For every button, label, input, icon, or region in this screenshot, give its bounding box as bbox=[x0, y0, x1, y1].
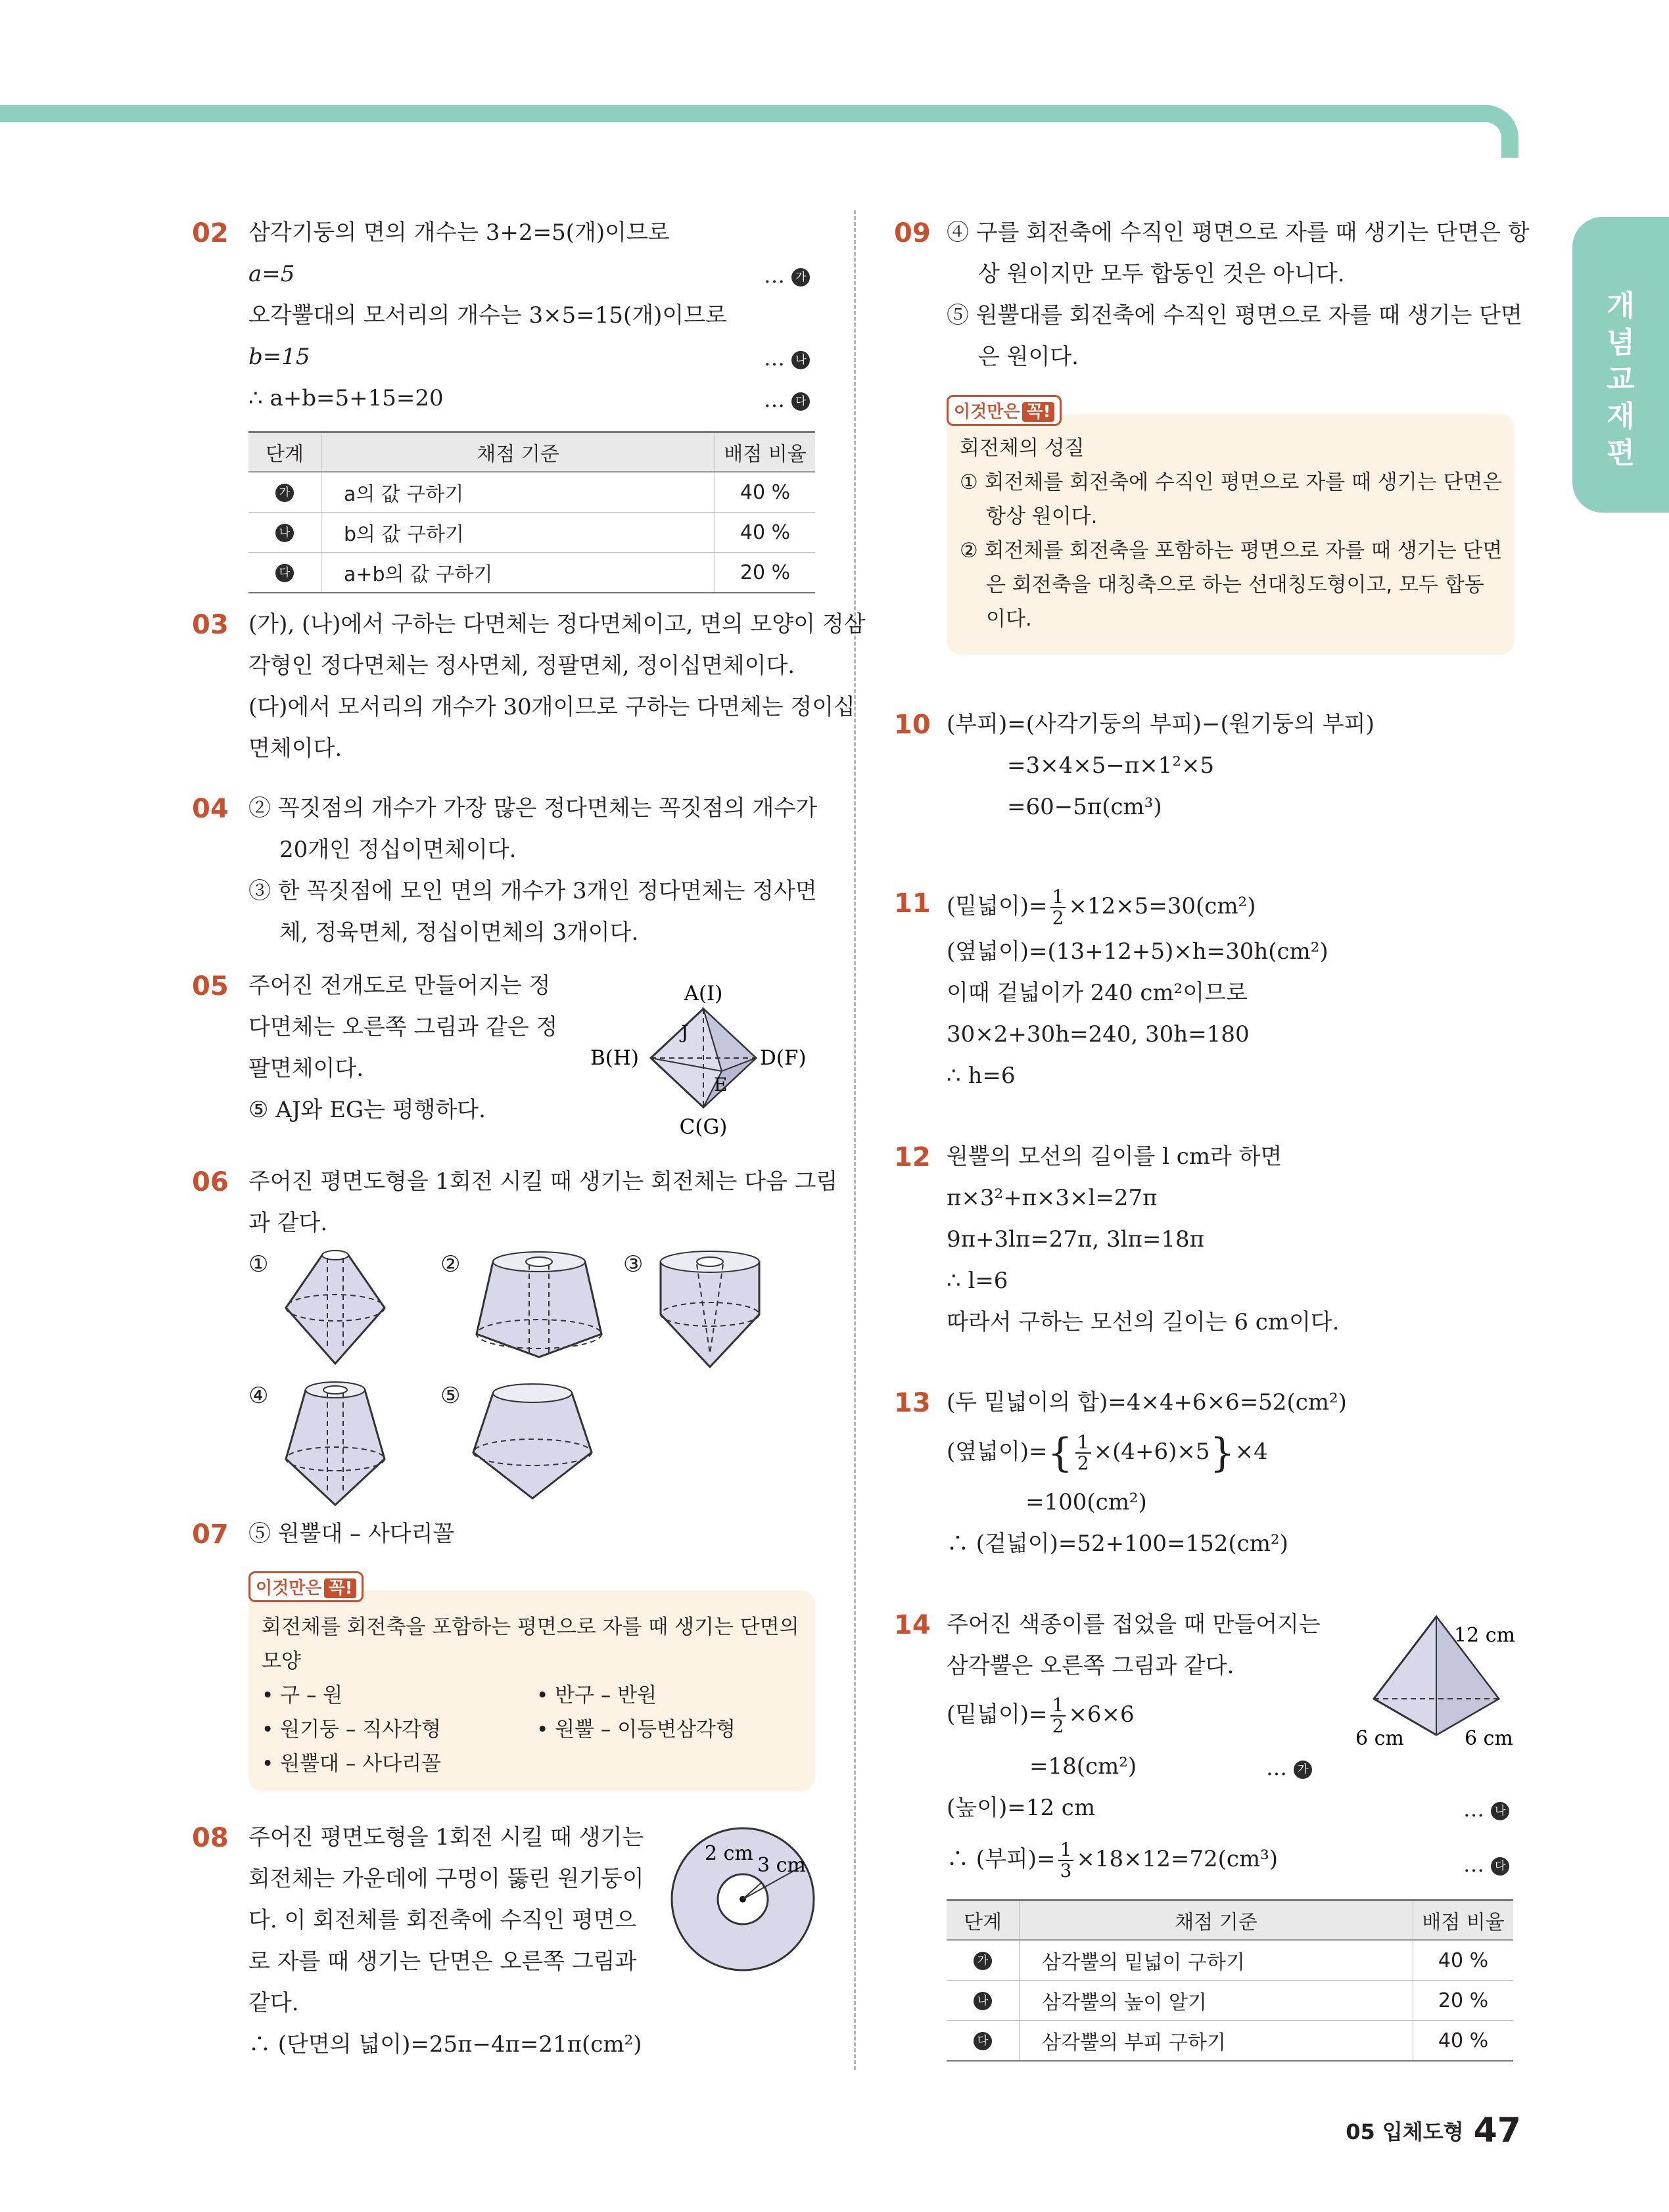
vertex-label: B(H) bbox=[590, 1046, 640, 1070]
brace-open: { bbox=[1047, 1430, 1073, 1476]
text-line: 면체이다. bbox=[248, 735, 342, 762]
dimension-label: 2 cm bbox=[705, 1842, 753, 1865]
math-text: ×(4+6)×5 bbox=[1093, 1439, 1210, 1465]
brace-close: } bbox=[1210, 1430, 1235, 1476]
step-badge: 나 bbox=[974, 1992, 992, 2010]
side-section-tab bbox=[1572, 217, 1669, 513]
table-cell: 40 % bbox=[1413, 1940, 1514, 1981]
fraction-denominator: 2 bbox=[1077, 1452, 1089, 1474]
text-line: ∴ a+b=5+15=20 bbox=[248, 385, 444, 411]
math-line bbox=[947, 887, 1256, 928]
math-line bbox=[947, 1430, 1268, 1476]
step-badge: 다 bbox=[275, 564, 294, 582]
table-cell: 40 % bbox=[715, 513, 816, 553]
text-line: (두 밑넓이의 합)=4×4+6×6=52(cm²) bbox=[947, 1389, 1347, 1416]
problem-number: 12 bbox=[894, 1142, 931, 1172]
problem-number: 09 bbox=[894, 218, 931, 248]
text-line: =18(cm²) bbox=[1029, 1753, 1137, 1780]
tip-text: 회전체를 회전축을 포함하는 평면으로 자를 때 생기는 단면의 bbox=[262, 1615, 799, 1639]
scoring-table bbox=[248, 431, 815, 593]
table-cell: 20 % bbox=[715, 553, 816, 593]
text-line: 은 원이다. bbox=[978, 344, 1079, 370]
step-mark: … 가 bbox=[1266, 1755, 1312, 1780]
problem-number: 03 bbox=[192, 610, 229, 640]
vertex-label: E bbox=[714, 1074, 728, 1095]
math-text: (옆넓이)= bbox=[947, 1439, 1048, 1465]
text-line: 오각뿔대의 모서리의 개수는 3×5=15(개)이므로 bbox=[248, 302, 727, 329]
tip-text: 모양 bbox=[262, 1649, 301, 1673]
math-text: (밑넓이)= bbox=[947, 893, 1048, 919]
figure-number: ③ bbox=[623, 1251, 644, 1278]
text-line: 삼각뿔은 오른쪽 그림과 같다. bbox=[947, 1653, 1234, 1679]
tip-item: • 반구 – 반원 bbox=[536, 1684, 657, 1707]
fraction-denominator: 3 bbox=[1060, 1860, 1072, 1881]
step-badge: 다 bbox=[1491, 1857, 1509, 1876]
problem-number: 07 bbox=[192, 1519, 229, 1550]
text-line: (높이)=12 cm bbox=[947, 1795, 1096, 1821]
solid-of-revolution-3 bbox=[651, 1249, 769, 1373]
text-line: (옆넓이)=(13+12+5)×h=30h(cm²) bbox=[947, 938, 1328, 965]
text-line: ∴ (단면의 넓이)=25π−4π=21π(cm²) bbox=[248, 2031, 642, 2058]
tip-badge-mark: 꼭! bbox=[324, 1578, 356, 1598]
vertex-label: J bbox=[681, 1021, 689, 1043]
step-badge: 나 bbox=[791, 351, 810, 369]
problem-number: 13 bbox=[894, 1388, 931, 1418]
step-mark: … 나 bbox=[764, 346, 810, 371]
step-badge: 가 bbox=[791, 268, 810, 287]
table-header: 단계 bbox=[947, 1901, 1020, 1941]
fraction bbox=[1050, 887, 1066, 928]
math-text: ×18×12=72(cm³) bbox=[1076, 1846, 1279, 1872]
tip-item: • 원뿔 – 이등변삼각형 bbox=[536, 1718, 736, 1741]
dimension-label: 3 cm bbox=[757, 1854, 806, 1877]
text-line: =60−5π(cm³) bbox=[1007, 794, 1162, 820]
problem-number: 04 bbox=[192, 794, 229, 824]
tip-badge-mark: 꼭! bbox=[1022, 402, 1054, 422]
fraction-numerator: 1 bbox=[1050, 1695, 1066, 1717]
text-line: (가), (나)에서 구하는 다면체는 정다면체이고, 면의 모양이 정삼 bbox=[248, 611, 866, 637]
text-line: ∴ l=6 bbox=[947, 1268, 1008, 1294]
step-badge: 가 bbox=[275, 484, 294, 502]
text-line: 주어진 전개도로 만들어지는 정 bbox=[248, 973, 551, 999]
text-line: (부피)=(사각기둥의 부피)−(원기둥의 부피) bbox=[947, 711, 1375, 737]
text-line: 이때 겉넓이가 240 cm²이므로 bbox=[947, 980, 1248, 1006]
text-line: 원뿔의 모선의 길이를 l cm라 하면 bbox=[947, 1143, 1282, 1170]
vertex-label: A(I) bbox=[684, 982, 723, 1005]
table-row bbox=[248, 513, 815, 553]
fraction-numerator: 1 bbox=[1058, 1840, 1074, 1861]
text-line: 삼각기둥의 면의 개수는 3+2=5(개)이므로 bbox=[248, 219, 670, 246]
step-mark: … 다 bbox=[764, 387, 810, 412]
problem-number: 06 bbox=[192, 1167, 229, 1197]
math-text: ×4 bbox=[1234, 1439, 1268, 1465]
table-cell: 삼각뿔의 높이 알기 bbox=[1020, 1981, 1413, 2021]
table-cell: a+b의 값 구하기 bbox=[321, 553, 715, 593]
table-header-row bbox=[947, 1901, 1513, 1941]
math-text: (밑넓이)= bbox=[947, 1701, 1048, 1728]
step-mark: … 다 bbox=[1463, 1852, 1509, 1877]
text-line: ⑤ AJ와 EG는 평행하다. bbox=[248, 1097, 486, 1123]
text-line: b=15 bbox=[248, 344, 310, 370]
text-line: ∴ (겉넓이)=52+100=152(cm²) bbox=[947, 1531, 1288, 1557]
fraction bbox=[1075, 1433, 1091, 1473]
table-cell: 삼각뿔의 밑넓이 구하기 bbox=[1020, 1940, 1413, 1981]
text-line: 같다. bbox=[248, 1990, 299, 2016]
text-line: 주어진 평면도형을 1회전 시킬 때 생기는 bbox=[248, 1824, 644, 1851]
fraction bbox=[1050, 1695, 1066, 1736]
solid-of-revolution-1 bbox=[276, 1249, 394, 1367]
fraction-numerator: 1 bbox=[1075, 1433, 1091, 1454]
top-accent-bar-corner bbox=[1486, 105, 1518, 158]
figure-number: ④ bbox=[248, 1383, 269, 1409]
step-badge: 다 bbox=[791, 392, 810, 411]
table-header: 배점 비율 bbox=[1413, 1901, 1514, 1941]
figure-number: ① bbox=[248, 1251, 269, 1278]
table-cell: 20 % bbox=[1413, 1981, 1514, 2021]
text-line: ∴ h=6 bbox=[947, 1063, 1016, 1089]
math-text: ×12×5=30(cm²) bbox=[1068, 893, 1256, 919]
text-line: 따라서 구하는 모선의 길이는 6 cm이다. bbox=[947, 1309, 1340, 1335]
fraction bbox=[1058, 1840, 1074, 1881]
tip-badge bbox=[947, 395, 1062, 426]
text-line: 주어진 평면도형을 1회전 시킬 때 생기는 회전체는 다음 그림 bbox=[248, 1168, 838, 1195]
step-badge: 가 bbox=[974, 1952, 992, 1970]
table-cell: 삼각뿔의 부피 구하기 bbox=[1020, 2021, 1413, 2062]
tip-item: • 구 – 원 bbox=[262, 1684, 343, 1707]
text-line: 상 원이지만 모두 합동인 것은 아니다. bbox=[978, 261, 1345, 287]
fraction-denominator: 2 bbox=[1052, 907, 1064, 929]
page-number: 47 bbox=[1473, 2111, 1521, 2150]
table-row bbox=[947, 1940, 1513, 1981]
solid-of-revolution-4 bbox=[276, 1380, 394, 1511]
text-line: 체, 정육면체, 정십이면체의 3개이다. bbox=[279, 919, 639, 946]
column-divider bbox=[854, 210, 856, 2070]
text-line: 과 같다. bbox=[248, 1210, 328, 1236]
table-cell: a의 값 구하기 bbox=[321, 472, 715, 513]
text-line: π×3²+π×3×l=27π bbox=[947, 1185, 1158, 1211]
tip-text: 은 회전축을 대칭축으로 하는 선대칭도형이고, 모두 합동 bbox=[986, 573, 1484, 597]
problem-number: 11 bbox=[894, 888, 931, 919]
table-cell: 40 % bbox=[715, 472, 816, 513]
table-header-row bbox=[248, 432, 815, 472]
math-text: ×6×6 bbox=[1068, 1701, 1135, 1728]
problem-number: 10 bbox=[894, 710, 931, 740]
math-text: ∴ (부피)= bbox=[947, 1846, 1056, 1872]
text-line: ⑤ 원뿔대를 회전축에 수직인 평면으로 자를 때 생기는 단면 bbox=[947, 302, 1522, 329]
table-cell: 40 % bbox=[1413, 2021, 1514, 2062]
math-line bbox=[947, 1840, 1278, 1881]
text-line: 9π+3lπ=27π, 3lπ=18π bbox=[947, 1226, 1204, 1253]
solid-of-revolution-2 bbox=[467, 1249, 611, 1360]
tip-text: ② 회전체를 회전축을 포함하는 평면으로 자를 때 생기는 단면 bbox=[960, 539, 1503, 563]
figure-number: ⑤ bbox=[440, 1383, 461, 1409]
table-header: 배점 비율 bbox=[715, 432, 816, 472]
fraction-denominator: 2 bbox=[1052, 1715, 1064, 1737]
table-row bbox=[248, 553, 815, 593]
step-badge: 다 bbox=[974, 2032, 992, 2050]
step-mark: … 나 bbox=[1463, 1797, 1509, 1822]
text-line: ③ 한 꼭짓점에 모인 면의 개수가 3개인 정다면체는 정사면 bbox=[248, 878, 817, 904]
tip-text: 이다. bbox=[986, 607, 1032, 631]
problem-number: 08 bbox=[192, 1823, 229, 1853]
problem-number: 02 bbox=[192, 218, 229, 248]
vertex-label: C(G) bbox=[679, 1115, 728, 1139]
text-line: 회전체는 가운데에 구멍이 뚫린 원기둥이 bbox=[248, 1866, 644, 1892]
text-line: 팔면체이다. bbox=[248, 1055, 364, 1082]
tip-item: • 원뿔대 – 사다리꼴 bbox=[262, 1752, 441, 1776]
figure-number: ② bbox=[440, 1251, 461, 1278]
text-line: 30×2+30h=240, 30h=180 bbox=[947, 1021, 1250, 1048]
step-mark: … 가 bbox=[764, 263, 810, 288]
annulus-figure bbox=[664, 1820, 822, 1978]
fraction-numerator: 1 bbox=[1050, 887, 1066, 908]
text-line: 다. 이 회전체를 회전축에 수직인 평면으 bbox=[248, 1907, 637, 1933]
dimension-label: 12 cm bbox=[1454, 1624, 1515, 1647]
text-line: =100(cm²) bbox=[1025, 1489, 1147, 1515]
octahedron-figure bbox=[585, 973, 828, 1150]
text-line: ② 꼭짓점의 개수가 가장 많은 정다면체는 꼭짓점의 개수가 bbox=[248, 795, 818, 821]
tetrahedron-figure bbox=[1348, 1603, 1525, 1761]
table-row bbox=[947, 1981, 1513, 2021]
step-badge: 나 bbox=[1491, 1802, 1509, 1820]
scoring-table bbox=[947, 1899, 1513, 2062]
top-accent-bar bbox=[0, 105, 1505, 122]
dimension-label: 6 cm bbox=[1465, 1727, 1513, 1750]
problem-number: 14 bbox=[894, 1610, 931, 1640]
table-header: 채점 기준 bbox=[321, 432, 715, 472]
tip-text: 회전체의 성질 bbox=[960, 436, 1085, 460]
text-line: ④ 구를 회전축에 수직인 평면으로 자를 때 생기는 단면은 항 bbox=[947, 219, 1530, 246]
text-line: ⑤ 원뿔대 – 사다리꼴 bbox=[248, 1521, 455, 1547]
text-line: 20개인 정십이면체이다. bbox=[279, 837, 517, 863]
text-line: 다면체는 오른쪽 그림과 같은 정 bbox=[248, 1014, 558, 1040]
solid-of-revolution-5 bbox=[467, 1380, 598, 1505]
tip-badge bbox=[248, 1571, 364, 1602]
side-tab-label: 개념교재편 bbox=[1607, 289, 1635, 470]
text-line: =3×4×5−π×1²×5 bbox=[1007, 752, 1215, 779]
math-line bbox=[947, 1695, 1135, 1736]
text-line: 각형인 정다면체는 정사면체, 정팔면체, 정이십면체이다. bbox=[248, 653, 795, 679]
tip-text: ① 회전체를 회전축에 수직인 평면으로 자를 때 생기는 단면은 bbox=[960, 471, 1503, 494]
text-line: (다)에서 모서리의 개수가 30개이므로 구하는 다면체는 정이십 bbox=[248, 694, 855, 720]
problem-number: 05 bbox=[192, 971, 229, 1002]
text-line: 주어진 색종이를 접었을 때 만들어지는 bbox=[947, 1611, 1321, 1638]
table-cell: b의 값 구하기 bbox=[321, 513, 715, 553]
table-header: 채점 기준 bbox=[1020, 1901, 1413, 1941]
tip-badge-label: 이것만은 bbox=[256, 1578, 322, 1598]
chapter-title: 05 입체도형 bbox=[1346, 2119, 1464, 2144]
table-row bbox=[248, 472, 815, 513]
table-row bbox=[947, 2021, 1513, 2062]
step-badge: 가 bbox=[1294, 1761, 1312, 1779]
page-footer bbox=[1346, 2111, 1521, 2150]
text-line: 로 자를 때 생기는 단면은 오른쪽 그림과 bbox=[248, 1948, 637, 1975]
step-badge: 나 bbox=[275, 524, 294, 542]
dimension-label: 6 cm bbox=[1355, 1727, 1404, 1750]
tip-item: • 원기둥 – 직사각형 bbox=[262, 1718, 441, 1741]
table-header: 단계 bbox=[248, 432, 321, 472]
tip-badge-label: 이것만은 bbox=[954, 402, 1020, 422]
vertex-label: D(F) bbox=[760, 1046, 807, 1070]
tip-text: 항상 원이다. bbox=[986, 505, 1098, 528]
text-line: a=5 bbox=[248, 261, 295, 287]
